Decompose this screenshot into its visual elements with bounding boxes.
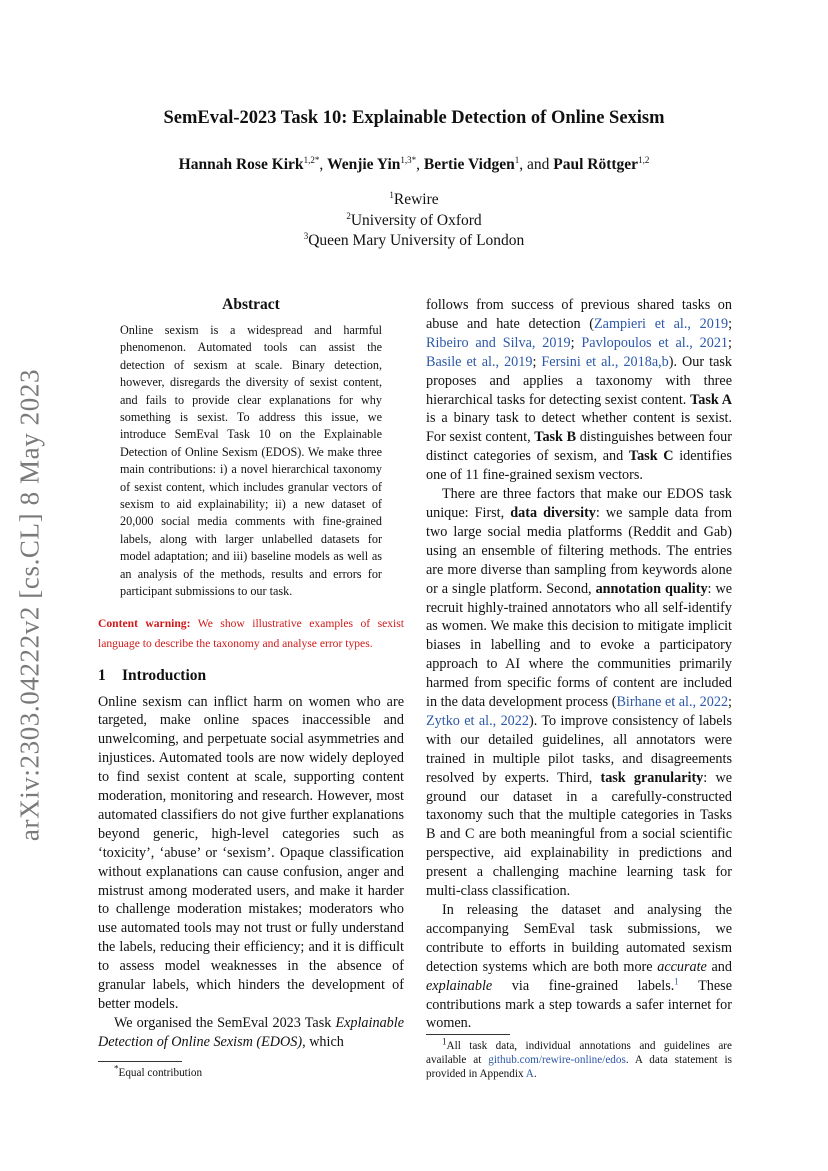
- text-run: identifies one of 11 fine-grained sexism vectors.: [426, 448, 732, 484]
- affiliation: [0, 231, 828, 252]
- affiliation-name: University of Oxford: [350, 211, 482, 229]
- task-c-label: Task C: [628, 448, 674, 465]
- text-run: ). Our task proposes and applies a taxonomy with three hierarchical tasks for detecting sexist content.: [426, 353, 732, 408]
- author-name: Bertie Vidgen: [423, 156, 515, 173]
- citation-link[interactable]: Pavlopoulos et al., 2021: [581, 334, 729, 351]
- author-name: Wenjie Yin: [327, 156, 401, 173]
- affiliations: [0, 190, 828, 252]
- footnote-text: Equal contribution: [118, 1067, 203, 1079]
- abstract-heading: Abstract: [222, 296, 280, 313]
- footnote-text: All task data, individual annotations and guidelines are available at: [426, 1040, 732, 1066]
- author-affil-sup: 1,2: [638, 154, 650, 165]
- affiliation-sup: 2: [346, 210, 351, 221]
- content-warning: [98, 614, 404, 654]
- author-name: Paul Röttger: [553, 156, 639, 173]
- citation-link[interactable]: Zytko et al., 2022: [426, 712, 529, 729]
- content-warning-text: We show illustrative examples of sexist language to describe the taxonomy and analyse error types.: [98, 616, 404, 650]
- text-run: follows from success of previous shared tasks on abuse and hate detection (: [426, 297, 732, 332]
- affiliation-name: Rewire: [393, 191, 439, 208]
- arxiv-id: arXiv:2303.04222v2 [cs.CL] 8 May 2023: [14, 368, 45, 842]
- intro-paragraph-2: [98, 1014, 404, 1052]
- arxiv-stamp: [10, 370, 50, 840]
- text-run: ). To improve consistency of labels with our detailed guidelines, all annotators were trained in multiple pilot tasks, and disagreements resolved by experts. Third,: [426, 712, 733, 786]
- text-run: is a binary task to detect whether content is sexist. For sexist content,: [426, 410, 732, 446]
- footnote-marker: 1: [442, 1036, 447, 1047]
- right-paragraph-2: [426, 485, 732, 901]
- abstract-text: Online sexism is a widespread and harmful phenomenon. Automated tools can assist the detection of sexism at scale. Binary detection, however, disregards the diversity of sexist content, and fails to provide clear explanations for why something is sexist. To address this issue, we introduce SemEval Task 10 on the Explainable Detection of Online Sexism (EDOS). We make three main contributions: i) a novel hierarchical taxonomy of sexist content, which includes granular vectors of sexism to aid explainability; ii) a new dataset of 20,000 social media comments with fine-grained labels, along with larger unlabelled datasets for model adaptation; and iii) baseline models as well as an analysis of the methods, results and errors for participant submissions to our task.: [120, 323, 382, 599]
- text-run: There are three factors that make our EDOS task unique: First,: [426, 486, 732, 521]
- text-run: These contributions mark a step towards a safer internet for women.: [426, 977, 732, 1032]
- text-run: ;: [728, 315, 733, 332]
- affiliation-sup: 1: [389, 189, 394, 200]
- footnote-data-availability: [426, 1036, 732, 1081]
- right-column: [426, 296, 732, 1033]
- section-heading: [98, 667, 404, 685]
- author-separator: , and: [519, 156, 554, 173]
- author-list: [0, 156, 828, 174]
- emphasis: accurate: [657, 958, 707, 975]
- section-number: 1: [98, 666, 106, 684]
- text-run: , which: [302, 1033, 344, 1050]
- text-run: ;: [532, 353, 542, 370]
- footnote-rule: [98, 1061, 182, 1062]
- text-run: We organised the SemEval 2023 Task: [114, 1014, 336, 1031]
- text-run: In releasing the dataset and analysing the accompanying SemEval task submissions, we contribute to efforts in building automated sexism detection systems which are both more: [426, 902, 732, 975]
- footnote-ref-link[interactable]: 1: [674, 975, 679, 986]
- author-affil-sup: 1,3*: [400, 154, 417, 165]
- text-run: : we sample data from two large social media platforms (Reddit and Gab) using an ensemble of filtering methods. The entries are more diverse than sampling from keywords alone or a single platform. Second,: [426, 504, 732, 597]
- citation-link[interactable]: Fersini et al., 2018a,b: [541, 353, 669, 370]
- text-run: ;: [570, 334, 582, 351]
- affiliation-name: Queen Mary University of London: [308, 232, 525, 249]
- citation-link[interactable]: Birhane et al., 2022: [616, 694, 729, 711]
- author-separator: ,: [416, 156, 424, 173]
- citation-link[interactable]: Basile et al., 2019: [426, 353, 533, 370]
- github-link[interactable]: github.com/rewire-online/edos: [488, 1054, 626, 1066]
- author-name: Hannah Rose Kirk: [178, 156, 304, 173]
- task-b-label: Task B: [534, 429, 577, 446]
- author-separator: ,: [319, 156, 328, 173]
- citation-link[interactable]: Ribeiro and Silva, 2019: [426, 334, 571, 351]
- citation-link[interactable]: Zampieri et al., 2019: [593, 315, 729, 332]
- text-run: and: [706, 958, 732, 975]
- task-name-emphasis: Explainable Detection of Online Sexism (EDOS): [98, 1014, 404, 1050]
- section-title: Introduction: [122, 666, 207, 684]
- content-warning-label: Content warning:: [98, 616, 191, 630]
- appendix-link[interactable]: A: [525, 1068, 534, 1080]
- left-footnote-area: [98, 1053, 404, 1080]
- footnote-rule: [426, 1034, 510, 1035]
- affiliation: [0, 190, 828, 211]
- text-run: via fine-grained labels.: [492, 977, 675, 994]
- text-run: ;: [728, 694, 732, 711]
- task-granularity-label: task granularity: [600, 769, 704, 786]
- right-paragraph-1: [426, 296, 732, 485]
- right-paragraph-3: [426, 901, 732, 1033]
- emphasis: explainable: [426, 977, 493, 994]
- affiliation: [0, 211, 828, 232]
- intro-paragraph-1: Online sexism can inflict harm on women who are targeted, make online spaces inaccessible and unwelcoming, and perpetuate social asymmetries and injustices. Automated tools are now widely deployed to find sexist content at scale, supporting content moderation, monitoring and research. However, most automated classifiers do not give further explanations beyond generic, high-level categories such as ‘toxicity’, ‘abuse’ or ‘sexism’. Opaque classification without explanations can cause confusion, anger and mistrust among moderated users, and make it harder to challenge moderation mistakes; moderators who use automated tools may not trust or fully understand the labels, reducing their efficiency; and it is difficult to assess model weaknesses in the absence of granular labels, which hinders the development of better models.: [98, 693, 404, 1012]
- footnote-text: .: [533, 1068, 537, 1080]
- footnote-marker: *: [114, 1063, 119, 1074]
- right-footnote-area: [426, 1026, 732, 1081]
- text-run: distinguishes between four distinct categories of sexism, and: [426, 429, 732, 465]
- text-run: : we recruit highly-trained annotators who all self-identify as women. We make this decision to mitigate implicit biases in labelling and to evoke a participatory approach to AI where the communities primarily harmed from specific forms of content are included in the data development process (: [426, 580, 732, 711]
- task-a-label: Task A: [690, 391, 732, 408]
- annotation-quality-label: annotation quality: [595, 580, 708, 597]
- footnote-text: . A data statement is provided in Appendix: [426, 1054, 732, 1080]
- data-diversity-label: data diversity: [510, 504, 596, 521]
- left-column: [98, 296, 404, 1052]
- text-run: ;: [728, 334, 732, 351]
- text-run: : we ground our dataset in a carefully-constructed taxonomy such that the multiple categories in Tasks B and C are both meaningful from a social scientific perspective, aid explainability in predictions and present a challenging machine learning task for multi-class classification.: [426, 769, 732, 900]
- footnote-equal-contribution: [98, 1063, 404, 1080]
- affiliation-sup: 3: [303, 230, 309, 241]
- paper-title: SemEval-2023 Task 10: Explainable Detection of Online Sexism: [163, 108, 665, 128]
- author-affil-sup: 1: [514, 154, 520, 165]
- author-affil-sup: 1,2*: [303, 154, 320, 165]
